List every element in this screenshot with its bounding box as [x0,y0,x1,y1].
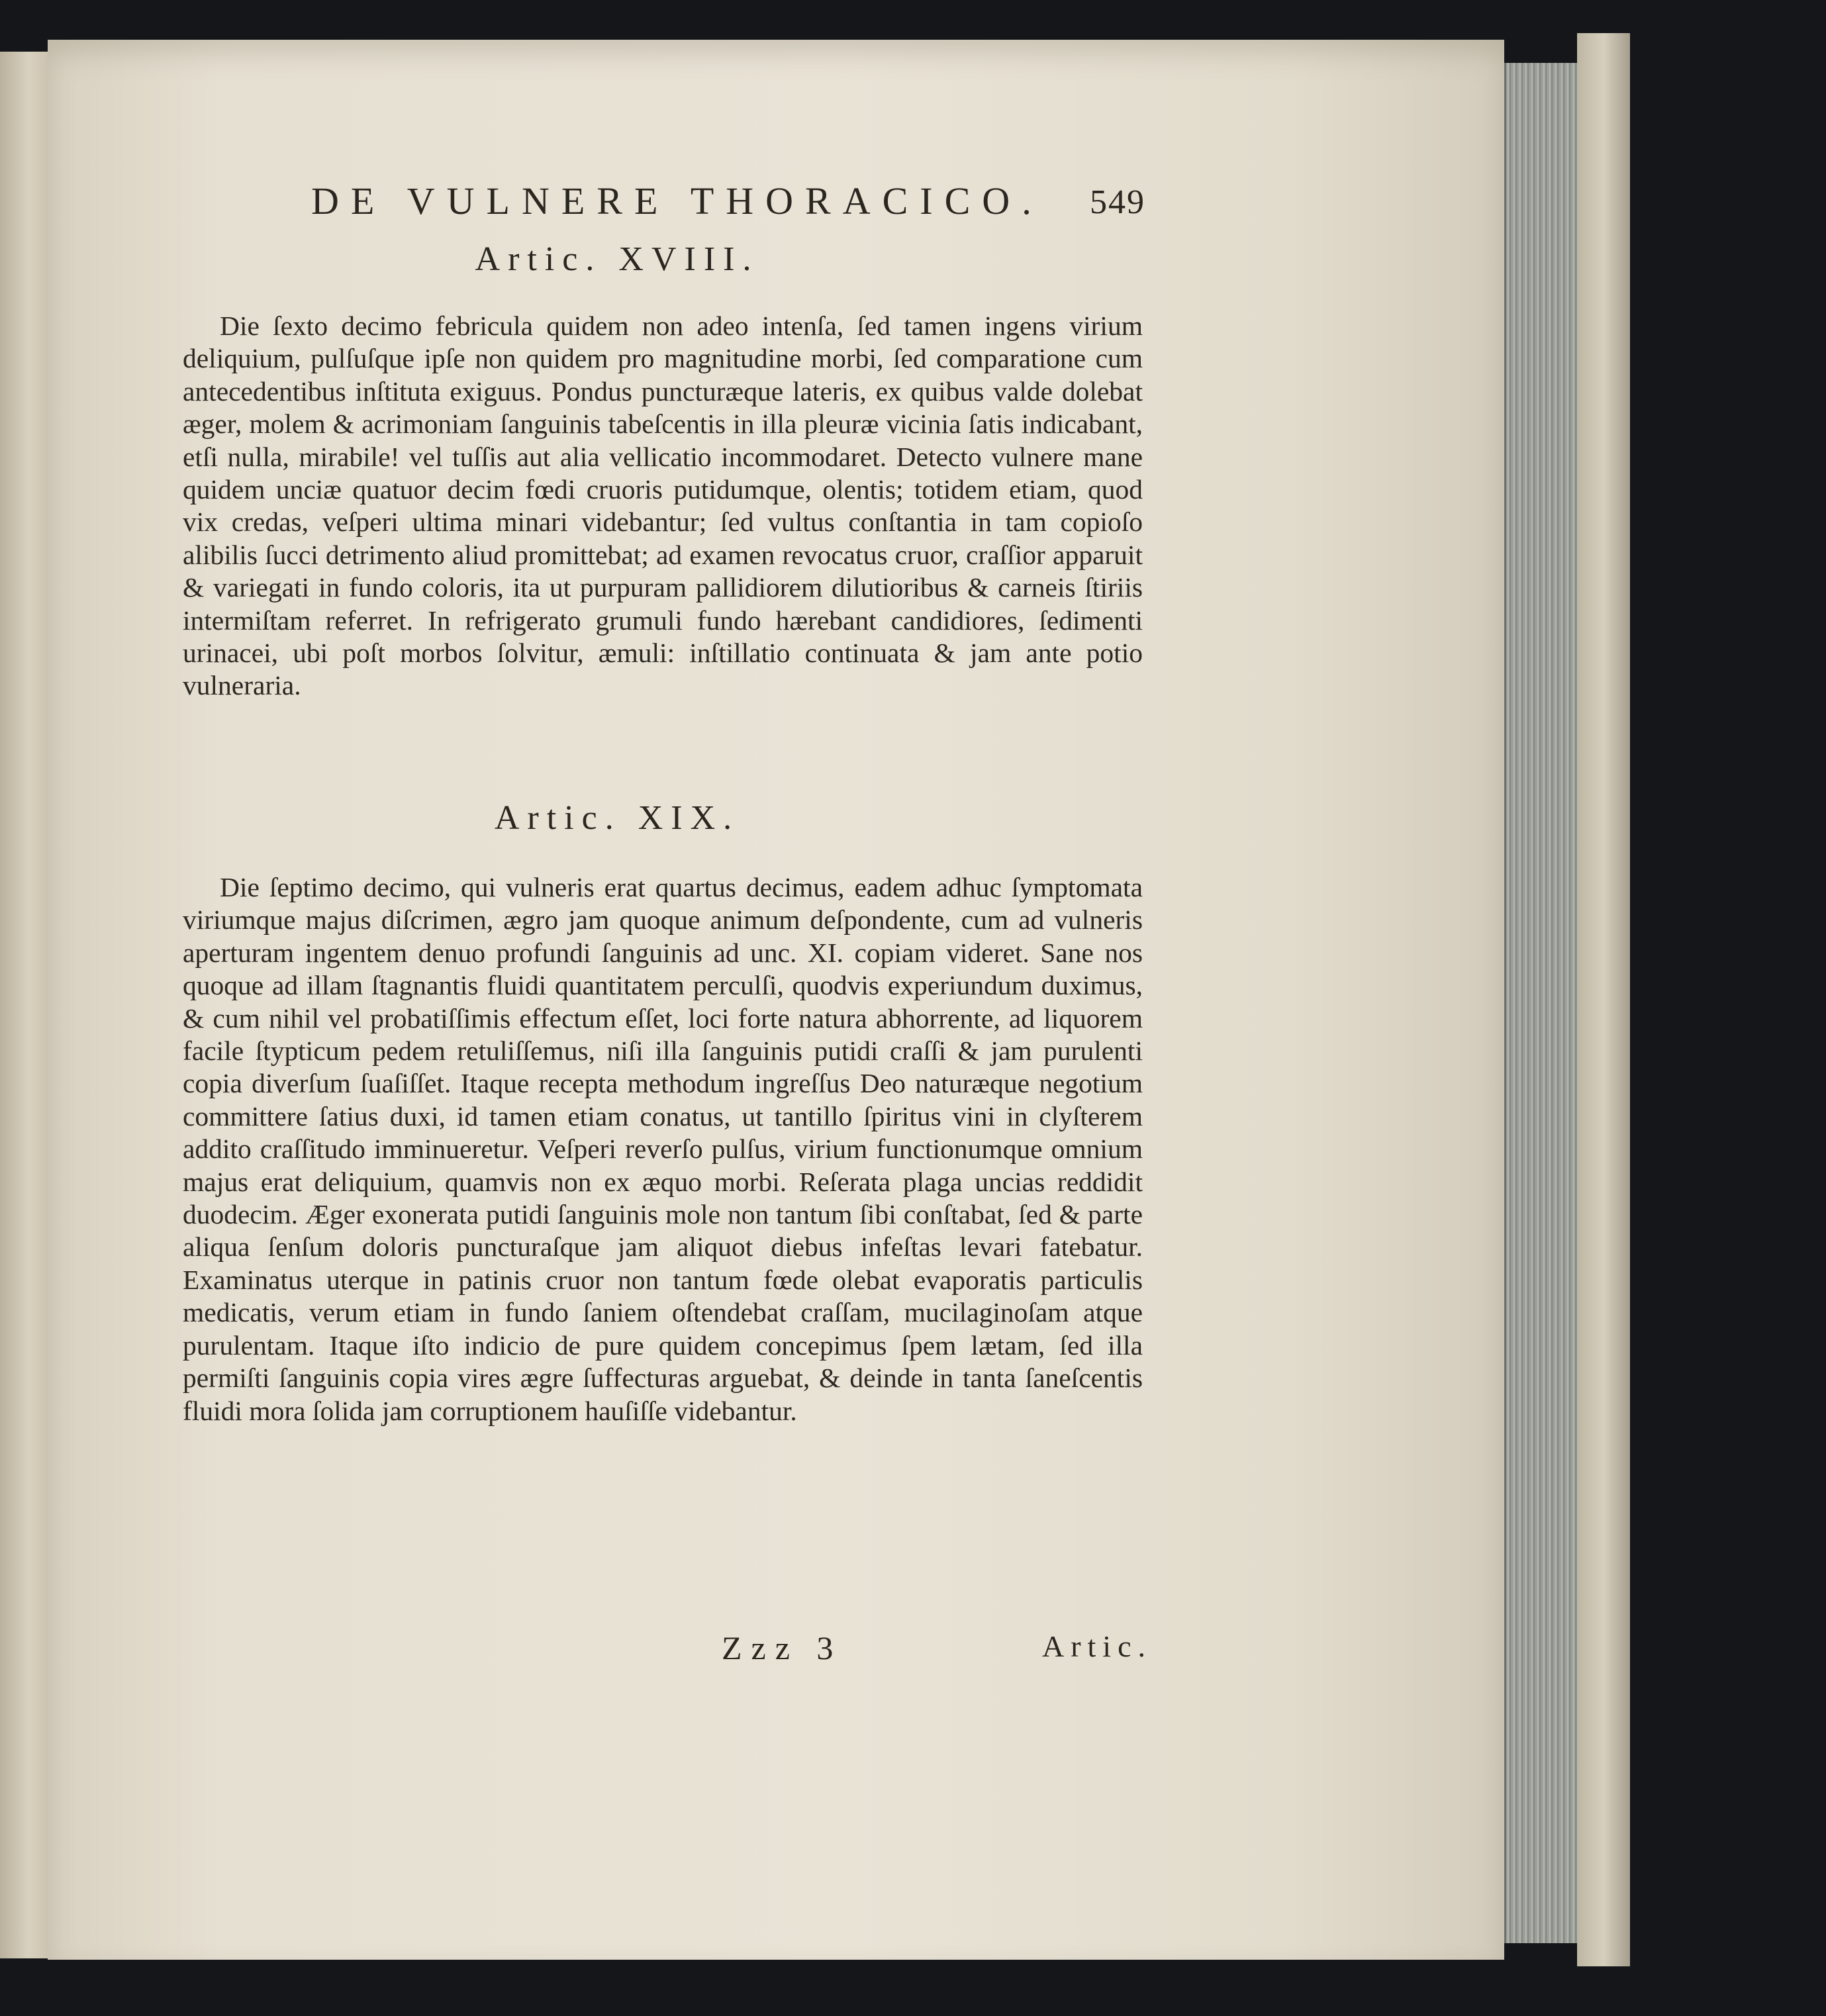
section-body-artic-xviii [183,310,1143,702]
signature-mark: Zzz 3 [722,1629,843,1666]
catchword: Artic. [1041,1629,1152,1663]
facing-page-edge [0,52,49,1958]
paragraph: Die ſeptimo decimo, qui vulneris erat quartus decimus, eadem adhuc ſymptomata viriumque majus diſcrimen, ægro jam quoque animum deſpondente, cum ad vulneris aperturam ingentem denuo profundi ſanguinis ad unc. XI. copiam videret. Sane nos quoque ad illam ſtagnantis fluidi quantitatem perculſi, quodvis experiundum duximus, & cum nihil vel probatiſſimis effectum eſſet, loci forte natura abhorrente, ad liquorem facile ſtypticum pedem retuliſſemus, niſi illa ſanguinis putidi craſſi & jam purulenti copia diverſum ſuaſiſſet. Itaque recepta methodum ingreſſus Deo naturæque negotium committere ſatius duxi, id tamen etiam conatus, ut tantillo ſpiritus vini in clyſterem addito craſſitudo imminueretur. Veſperi reverſo pulſus, virium functionumque omnium majus erat deliquium, quamvis non ex æquo morbi. Reſerata plaga uncias reddidit duodecim. Æger exonerata putidi ſanguinis mole non tantum ſibi conſtabat, ſed & parte aliqua ſenſum doloris puncturaſque jam aliquot diebus infeſtas levari fatebatur. Examinatus uterque in patinis cruor non tantum fœde olebat evaporatis particulis medicatis, verum etiam in fundo ſaniem oſtendebat craſſam, mucilaginoſam atque purulentam. Itaque iſto indicio de pure quidem concepimus ſpem lætam, ſed illa permiſti ſanguinis copia vires ægre ſuffecturas arguebat, & deinde in tanta ſaneſcentis fluidi mora ſolida jam corruptionem hauſiſſe videbantur. [183,872,1143,1426]
section-title-artic-xviii: Artic. XVIII. [475,240,759,278]
page-header [311,179,1145,225]
paragraph: Die ſexto decimo febricula quidem non adeo intenſa, ſed tamen ingens virium deliquium, pulſuſque ipſe non quidem pro magnitudine morbi, ſed comparatione cum antecedentibus inſtituta exiguus. Pondus puncturæque lateris, ex quibus valde dolebat æger, molem & acrimoniam ſanguinis tabeſcentis in illa pleuræ vicinia ſatis indicabant, etſi nulla, mirabile! vel tuſſis aut alia vellicatio incommodaret. Detecto vulnere mane quidem unciæ quatuor decim fœdi cruoris putidumque, olentis; totidem etiam, quod vix credas, veſperi ultima minari videbantur; ſed vultus conſtantia in tam copioſo alibilis ſucci detrimento aliud promittebat; ad examen revocatus cruor, craſſior apparuit & variegati in fundo coloris, ita ut purpuram pallidiorem dilutioribus & carneis ſtiriis intermiſtam referret. In refrigerato grumuli fundo hærebant candidiores, ſedimenti urinacei, ubi poſt morbos ſolvitur, æmuli: inſtillatio continuata & jam ante potio vulneraria. [183,311,1143,701]
section-title-artic-xix: Artic. XIX. [494,799,740,837]
book-board [1577,33,1630,1966]
page-number: 549 [1090,183,1145,221]
section-body-artic-xix [183,871,1143,1427]
page-block-edges [1504,63,1579,1943]
running-head: DE VULNERE THORACICO. [311,179,1043,222]
page-footer [722,1629,1152,1668]
